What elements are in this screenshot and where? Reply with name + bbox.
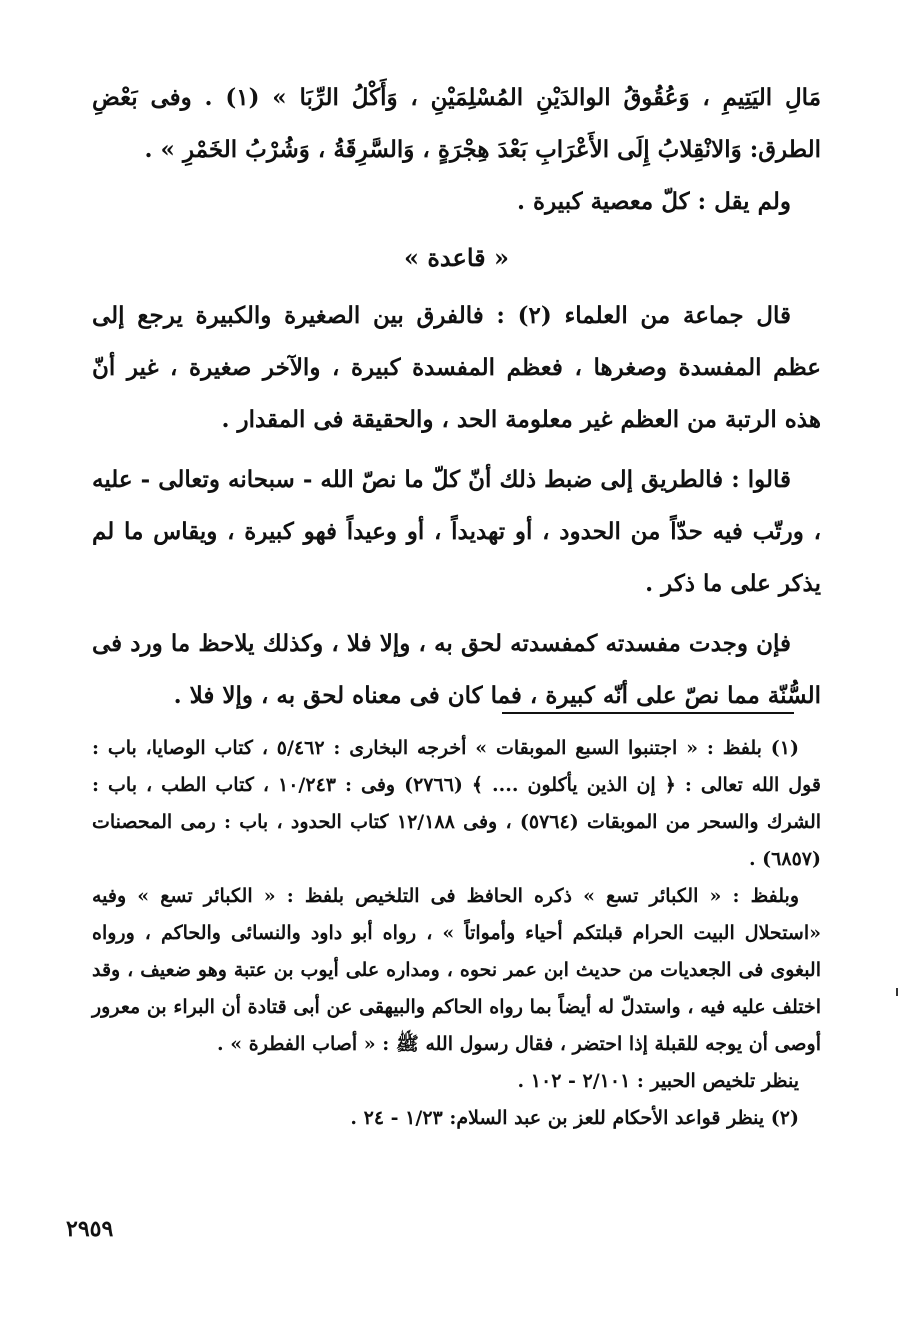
- margin-mark: [896, 988, 898, 996]
- section-heading: « قاعدة »: [404, 243, 509, 272]
- footnote-2: (٢) ينظر قواعد الأحكام للعز بن عبد السلام: ١/٢٣ - ٢٤ .: [350, 1107, 799, 1129]
- main-text: [92, 72, 821, 722]
- paragraph-analogy: فإن وجدت مفسدته كمفسدته لحق به ، وإلا فلا ، وكذلك يلاحظ ما ورد فى السُّنّة مما نصّ على أنّه كبيرة ، فما كان فى معناه لحق به ، وإلا فلا .: [92, 630, 821, 709]
- footnote-separator: [502, 712, 794, 714]
- paragraph-hadith-continuation: مَالِ اليَتِيمِ ، وَعُقُوقُ الوالدَيْنِ المُسْلِمَيْنِ ، وَأَكْلُ الرِّبَا » (١) . وفى بَعْضِ الطرق: وَالانْقِلابُ إِلَى الأَعْرَابِ بَعْدَ هِجْرَةٍ ، وَالسَّرِقَةُ ، وَشُرْبُ الخَمْرِ » .: [92, 84, 822, 163]
- paragraph-not-every-sin: ولم يقل : كلّ معصية كبيرة .: [517, 188, 791, 215]
- footnote-1-continued: وبلفظ : « الكبائر تسع » ذكره الحافظ فى التلخيص بلفظ : « الكبائر تسع » وفيه «استحلال البيت الحرام قبلتكم أحياء وأمواتاً » ، رواه أبو داود والنسائى والحاكم ، ورواه البغوى فى الجعديات من حديث ابن عمر نحوه ، ومداره على أيوب بن عتبة وهو ضعيف ، وقد اختلف عليه فيه ، واستدلّ له أيضاً بما رواه الحاكم والبيهقى عن أبى قتادة أن البراء بن معرور أوصى أن يوجه للقبلة إذا احتضر ، فقال رسول الله ﷺ : « أصاب الفطرة » .: [92, 885, 821, 1055]
- page-number: ٢٩٥٩: [66, 1216, 114, 1242]
- paragraph-scholars-view: قال جماعة من العلماء (٢) : فالفرق بين الصغيرة والكبيرة يرجع إلى عظم المفسدة وصغرها ، فعظم المفسدة كبيرة ، والآخر صغيرة ، غير أنّ هذه الرتبة من العظم غير معلومة الحد ، والحقيقة فى المقدار .: [92, 302, 821, 433]
- footnote-1-reference: ينظر تلخيص الحبير : ٢/١٠١ - ١٠٢ .: [517, 1070, 799, 1092]
- footnotes: [92, 730, 821, 1137]
- paragraph-method: قالوا : فالطريق إلى ضبط ذلك أنّ كلّ ما نصّ الله - سبحانه وتعالى - عليه ، ورتّب فيه حدّاً من الحدود ، أو تهديداً ، أو وعيداً فهو كبيرة ، ويقاس ما لم يذكر على ما ذكر .: [92, 466, 821, 597]
- footnote-1: (١) بلفظ : « اجتنبوا السبع الموبقات » أخرجه البخارى : ٥/٤٦٢ ، كتاب الوصايا، باب : قول الله تعالى : ﴿ إن الذين يأكلون .... ﴾ (٢٧٦٦) وفى : ١٠/٢٤٣ ، كتاب الطب ، باب : الشرك والسحر من الموبقات (٥٧٦٤) ، وفى ١٢/١٨٨ كتاب الحدود ، باب : رمى المحصنات (٦٨٥٧) .: [92, 737, 822, 870]
